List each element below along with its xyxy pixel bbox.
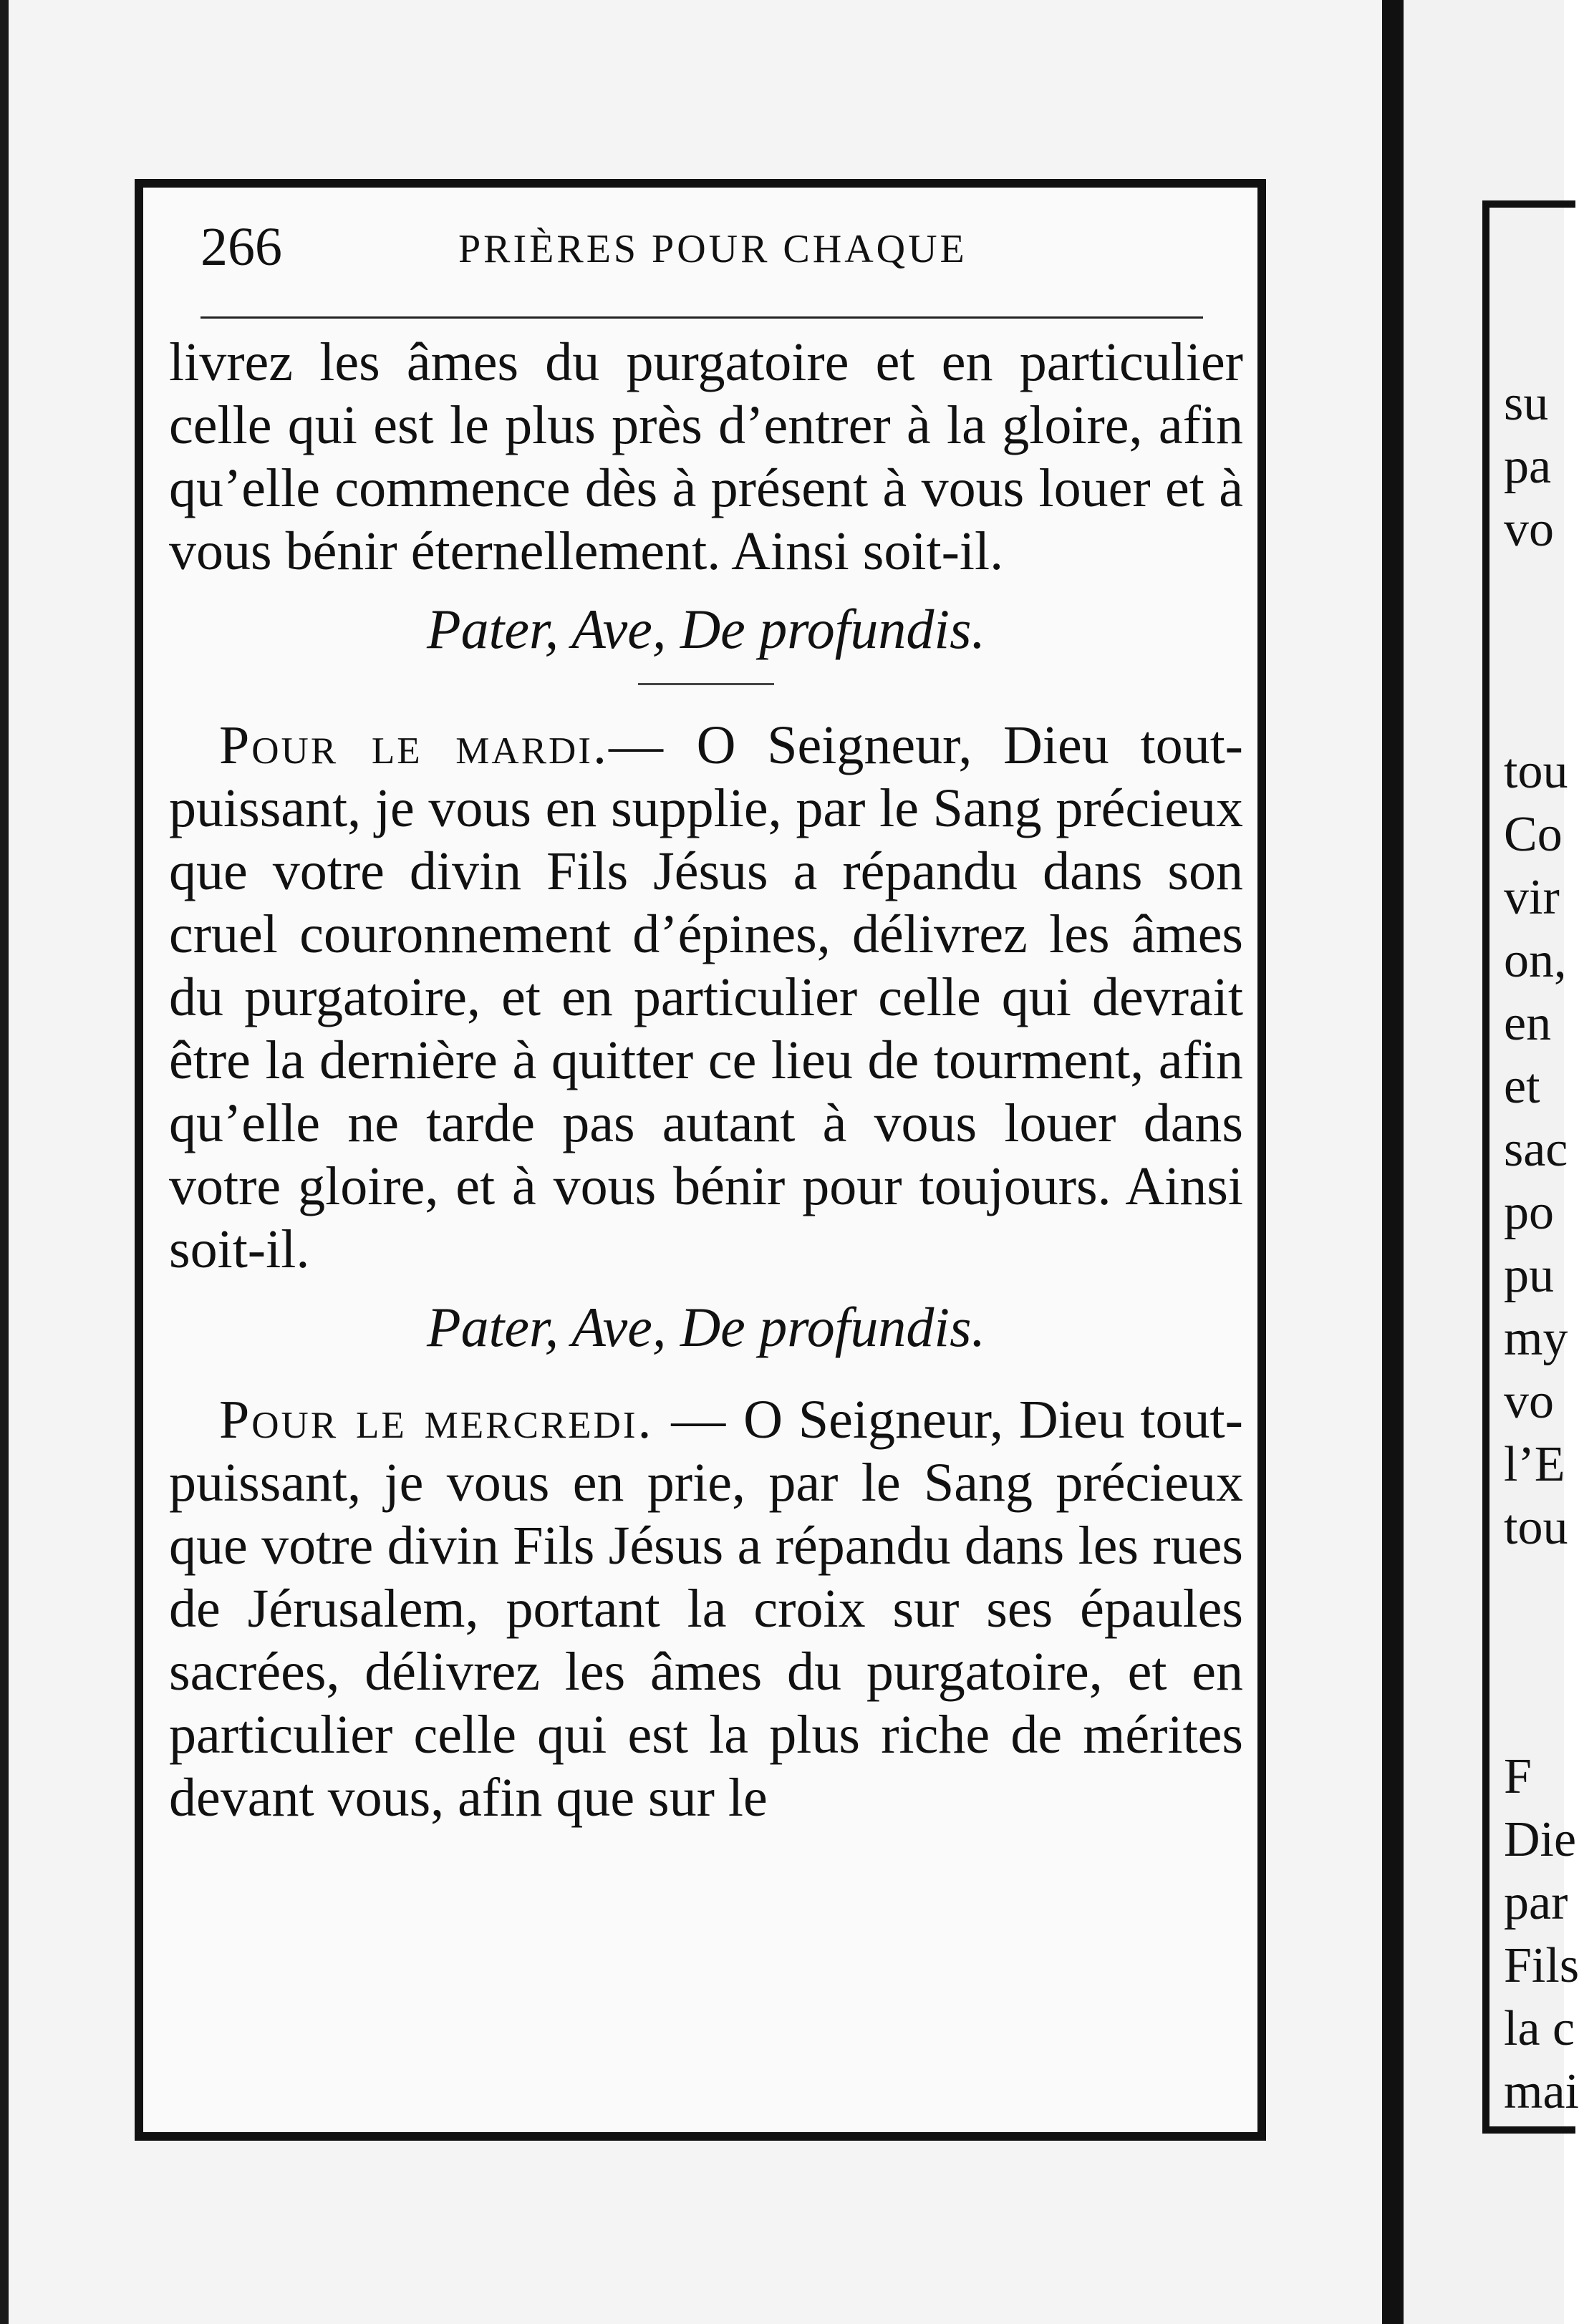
fragment: F [1504,1749,1532,1804]
mercredi-heading: Pour le mercredi. — [219,1390,728,1450]
fragment: vo [1504,502,1554,557]
page-header [201,216,1217,295]
book-gutter [1382,0,1404,2324]
fragment: pa [1504,439,1552,494]
fragment: et [1504,1059,1540,1114]
left-page [9,0,1398,2324]
fragment: Fils [1504,1938,1579,1993]
mardi-text: O Seigneur, Dieu tout-puissant, je vous en supplie, par le Sang précieux que votre divin Fils Jésus a répandu dans son cruel couronnement d’épines, délivrez les âmes du purgatoire, et en particulier celle qui devrait être la dernière à quitter ce lieu de tourment, afin qu’elle ne tarde pas autant à vous louer dans votre gloire, et à vous bénir pour toujours. Ainsi soit-il. [169,715,1243,1279]
fragment: la c [1504,2001,1575,2056]
fragment: mai [1504,2064,1579,2119]
fragment: l’E [1504,1437,1565,1492]
fragment-gap [1504,561,1575,740]
fragment: pu [1504,1248,1554,1303]
mardi-heading: Pour le mardi.— [219,715,665,775]
fragment: vir [1504,870,1560,925]
fragment: po [1504,1185,1554,1240]
fragment: su [1504,376,1549,431]
mercredi-paragraph [169,1388,1243,1829]
page-number: 266 [201,217,282,277]
fragment: tou [1504,744,1568,799]
fragment: on, [1504,933,1567,988]
fragment-gap [1504,1559,1575,1746]
fragment: Co [1504,807,1563,862]
header-rule [201,316,1203,319]
fragment: sac [1504,1122,1568,1177]
prayer-line-1: Pater, Ave, De profundis. [427,598,985,660]
fragment: tou [1504,1500,1568,1555]
fragment: my [1504,1311,1568,1366]
page-body [169,331,1243,1829]
fragment: vo [1504,1374,1554,1429]
prayer-line-2: Pater, Ave, De profundis. [427,1296,985,1358]
text-frame [135,179,1266,2141]
mardi-paragraph [169,714,1243,1281]
mercredi-text: O Seigneur, Dieu tout-puissant, je vous en prie, par le Sang précieux que votre divin Fils Jésus a répandu dans les rues de Jérusalem, portant la croix sur ses épaules sacrées, délivrez les âmes du purgatoire, et en particulier celle qui est la plus riche de mérites devant vous, afin que sur le [169,1390,1243,1828]
fragment: par [1504,1875,1568,1930]
section-divider [638,683,774,685]
fragment: Die [1504,1812,1577,1867]
running-head: PRIÈRES POUR CHAQUE [458,227,967,271]
continued-paragraph: livrez les âmes du purgatoire et en particulier celle qui est le plus près d’entrer à la gloire, afin qu’elle commence dès à présent à vous louer et à vous bénir éternellement. Ainsi soit-il. [169,332,1243,581]
right-page-text-fragments [1482,200,1579,2134]
fragment: en [1504,996,1552,1051]
